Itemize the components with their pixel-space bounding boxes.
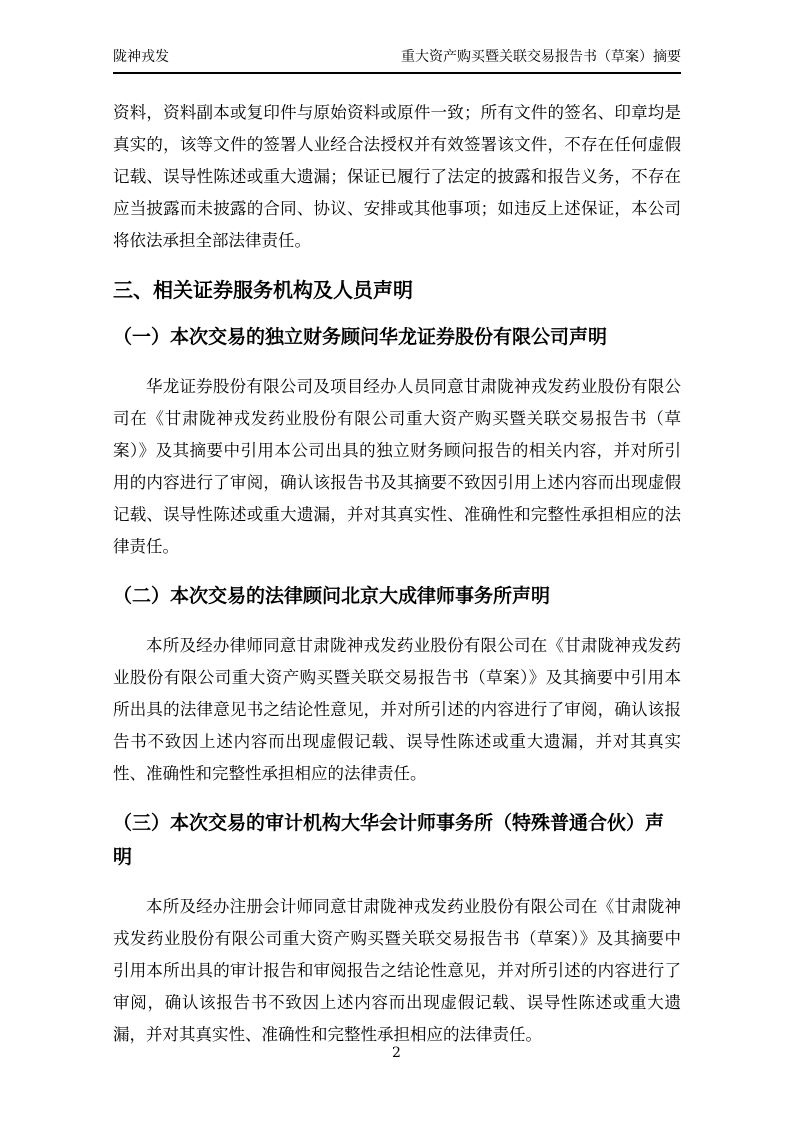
body-paragraph: 本所及经办律师同意甘肃陇神戎发药业股份有限公司在《甘肃陇神戎发药业股份有限公司重大资产购买暨关联交易报告书（草案）》及其摘要中引用本所出具的法律意见书之结论性意见，并对所引述的内容进行了审阅，确认该报告书不致因上述内容而出现虚假记载、误导性陈述或重大遗漏，并对其真实性、准确性和完整性承担相应的法律责任。 xyxy=(113,636,681,783)
page-header xyxy=(113,46,681,74)
subsection-heading: （三）本次交易的审计机构大华会计师事务所（特殊普通合伙）声明 xyxy=(113,812,665,868)
header-document-title: 重大资产购买暨关联交易报告书（草案）摘要 xyxy=(401,49,681,65)
body-paragraph: 资料，资料副本或复印件与原始资料或原件一致；所有文件的签名、印章均是真实的，该等文件的签署人业经合法授权并有效签署该文件，不存在任何虚假记载、误导性陈述或重大遗漏；保证已履行了法定的披露和报告义务，不存在应当披露而未披露的合同、协议、安排或其他事项；如违反上述保证，本公司将依法承担全部法律责任。 xyxy=(113,103,681,250)
subsection-heading: （二）本次交易的法律顾问北京大成律师事务所声明 xyxy=(113,585,551,607)
document-body xyxy=(113,76,681,1051)
page-number: 2 xyxy=(392,1045,401,1061)
page-footer xyxy=(0,1044,793,1062)
section-heading: 三、相关证券服务机构及人员声明 xyxy=(113,278,413,302)
body-paragraph: 本所及经办注册会计师同意甘肃陇神戎发药业股份有限公司在《甘肃陇神戎发药业股份有限公司重大资产购买暨关联交易报告书（草案）》及其摘要中引用本所出具的审计报告和审阅报告之结论性意见，并对所引述的内容进行了审阅，确认该报告书不致因上述内容而出现虚假记载、误导性陈述或重大遗漏，并对其真实性、准确性和完整性承担相应的法律责任。 xyxy=(113,897,681,1044)
body-paragraph: 华龙证券股份有限公司及项目经办人员同意甘肃陇神戎发药业股份有限公司在《甘肃陇神戎发药业股份有限公司重大资产购买暨关联交易报告书（草案）》及其摘要中引用本公司出具的独立财务顾问报告的相关内容，并对所引用的内容进行了审阅，确认该报告书及其摘要不致因引用上述内容而出现虚假记载、误导性陈述或重大遗漏，并对其真实性、准确性和完整性承担相应的法律责任。 xyxy=(113,377,681,556)
subsection-heading: （一）本次交易的独立财务顾问华龙证券股份有限公司声明 xyxy=(113,326,608,348)
header-company-short-name: 陇神戎发 xyxy=(113,49,169,65)
